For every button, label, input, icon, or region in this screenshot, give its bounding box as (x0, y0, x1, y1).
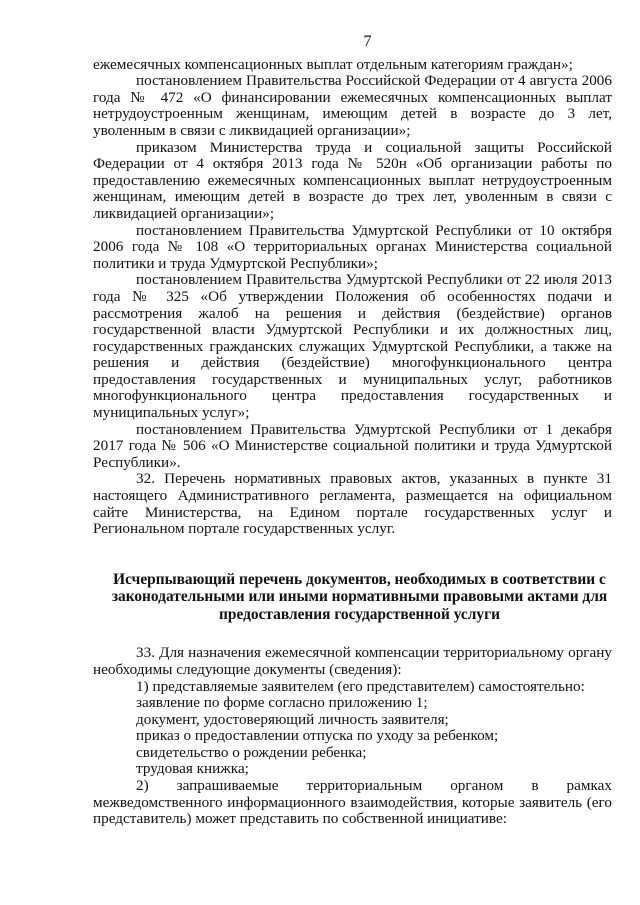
document-item-paragraph: свидетельство о рождении ребенка; (136, 743, 367, 761)
section-heading: Исчерпывающий перечень документов, необходимых в соответствии с законодательными или иными нормативными правовыми актами для предоставления государственной услуги (111, 570, 608, 623)
document-item-paragraph: 1) представляемые заявителем (его представителем) самостоятельно: (136, 677, 585, 695)
legal-acts-list (93, 57, 612, 538)
legal-act-paragraph: постановлением Правительства Российской Федерации от 4 августа 2006 года № 472 «О финансировании ежемесячных компенсационных выплат нетрудоустроенным женщинам, имеющим детей в возрасте до 3 лет, уволенным в связи с ликвидацией организации»; (93, 72, 612, 139)
document-item-paragraph: документ, удостоверяющий личность заявителя; (136, 710, 449, 728)
legal-act-paragraph: постановлением Правительства Удмуртской Республики от 10 октября 2006 года № 108 «О территориальных органах Министерства социальной политики и труда Удмуртской Республики»; (93, 221, 612, 272)
documents-list (93, 645, 612, 828)
document-item-paragraph: 33. Для назначения ежемесячной компенсации территориальному органу необходимы следующие документы (сведения): (93, 644, 612, 678)
legal-act-paragraph: приказом Министерства труда и социальной защиты Российской Федерации от 4 октября 2013 года № 520н «Об организации работы по предоставлению ежемесячных компенсационных выплат нетрудоустроенным женщинам, имеющим детей в возрасте до трех лет, уволенным в связи с ликвидацией организации»; (93, 138, 612, 222)
document-item-paragraph: 2) запрашиваемые территориальным органом в рамках межведомственного информационного взаимодействия, которые заявитель (его представитель) может представить по собственной инициативе: (93, 777, 612, 828)
document-item-paragraph: заявление по форме согласно приложению 1; (136, 694, 428, 712)
page-number: 7 (363, 33, 372, 50)
document-item-paragraph: приказ о предоставлении отпуска по уходу за ребенком; (136, 727, 499, 745)
legal-act-paragraph: постановлением Правительства Удмуртской Республики от 22 июля 2013 года № 325 «Об утверждении Положения об особенностях подачи и рассмотрения жалоб на решения и действия (бездействие) органов государственной власти Удмуртской Республики и их должностных лиц, государственных гражданских служащих Удмуртской Республики, а также на решения и действия (бездействие) многофункционального центра предоставления государственных и муниципальных услуг, работников многофункционального центра предоставления государственных и муниципальных услуг»; (93, 271, 612, 422)
legal-act-paragraph: постановлением Правительства Удмуртской Республики от 1 декабря 2017 года № 506 «О Министерстве социальной политики и труда Удмуртской Республики». (93, 420, 612, 471)
legal-act-paragraph: ежемесячных компенсационных выплат отдельным категориям граждан»; (93, 55, 573, 73)
document-item-paragraph: трудовая книжка; (136, 760, 249, 778)
legal-act-paragraph: 32. Перечень нормативных правовых актов, указанных в пункте 31 настоящего Административного регламента, размещается на официальном сайте Министерства, на Едином портале государственных услуг и Региональном портале государственных услуг. (93, 470, 612, 538)
